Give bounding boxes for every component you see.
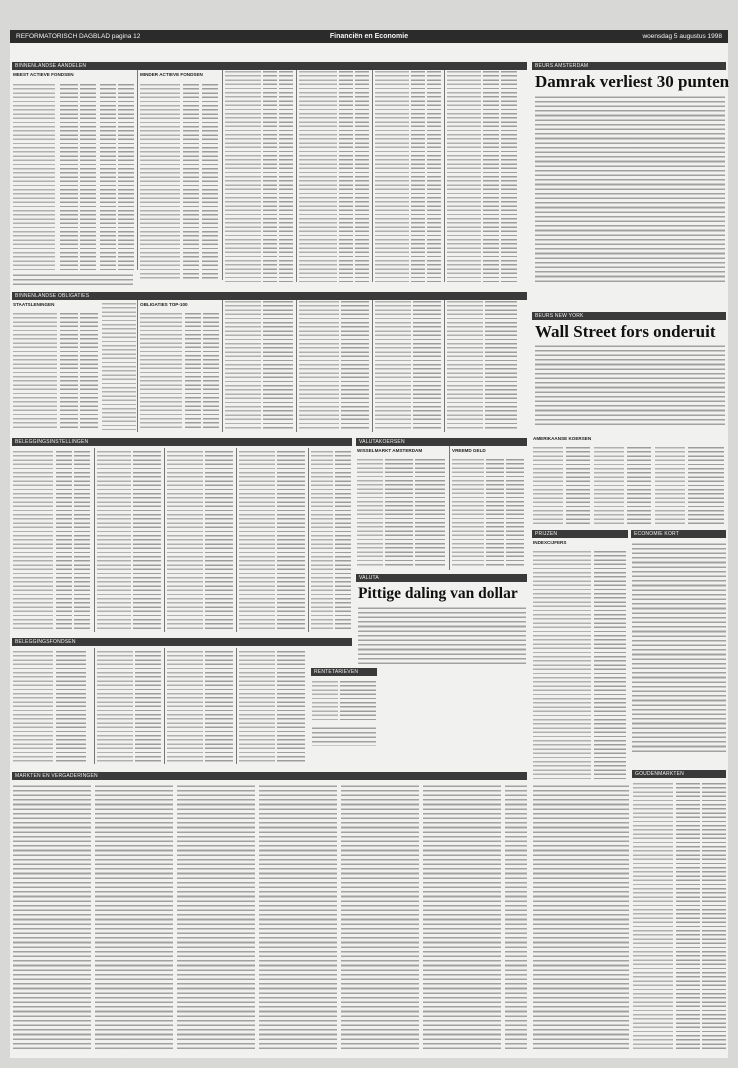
table-column-values <box>263 300 293 430</box>
table-column-values <box>335 450 351 630</box>
section-beleggingsfondsen: BELEGGINGSFONDSEN <box>12 638 352 646</box>
table-column-values <box>118 83 134 270</box>
article-headline-wallstreet: Wall Street fors onderuit <box>535 322 716 341</box>
table-column-values <box>340 680 376 720</box>
article-column <box>423 784 501 1052</box>
table-column-values <box>263 70 277 282</box>
subhead-amerikaanse-koersen: AMERIKAANSE KOERSEN <box>533 436 592 441</box>
table-column-names <box>239 450 275 630</box>
table-column-names <box>97 650 133 762</box>
table-column-values <box>566 446 590 524</box>
article-column <box>95 784 173 1052</box>
table-column-values <box>413 300 441 430</box>
table-column-names <box>533 446 563 524</box>
subhead-wisselmarkt: WISSELMARKT AMSTERDAM <box>357 448 423 453</box>
section-valutakoersen: VALUTAKOERSEN <box>356 438 527 446</box>
header-section-title: Financiën en Economie <box>329 33 409 40</box>
table-column-values <box>688 446 724 524</box>
page-header <box>10 30 728 43</box>
subhead-minder-actieve: MINDER ACTIEVE FONDSEN <box>140 72 203 77</box>
section-markten-vergaderingen: MARKTEN EN VERGADERINGEN <box>12 772 527 780</box>
table-column-values <box>506 458 524 568</box>
table-column-values <box>702 782 726 1052</box>
table-column-values <box>80 83 96 270</box>
article-column <box>13 784 91 1052</box>
section-economie-kort: ECONOMIE KORT <box>631 530 726 538</box>
section-goudenmarkten: GOUDENMARKTEN <box>632 770 726 778</box>
table-column-names <box>311 450 333 630</box>
table-column-values <box>341 300 369 430</box>
subhead-vreemd-geld: VREEMD GELD <box>452 448 486 453</box>
subhead-meest-actieve: MEEST ACTIEVE FONDSEN <box>13 72 74 77</box>
table-column-names <box>452 458 484 568</box>
table-column-values <box>133 450 161 630</box>
table-column-names <box>633 782 673 1052</box>
article-column <box>505 784 527 1052</box>
article-headline-damrak: Damrak verliest 30 punten <box>535 72 730 91</box>
table-column-values <box>80 312 98 430</box>
table-column-names <box>97 450 131 630</box>
subhead-obligaties-top: OBLIGATIES TOP-100 <box>140 302 188 307</box>
article-column <box>341 784 419 1052</box>
table-column-names <box>375 70 409 282</box>
table-column-values <box>60 312 78 430</box>
article-body-damrak <box>535 95 725 285</box>
subhead-indexcijfers: INDEXCIJFERS <box>533 540 567 545</box>
table-column-names <box>225 300 261 430</box>
header-left: REFORMATORISCH DAGBLAD pagina 12 <box>16 33 141 40</box>
article-body-wallstreet <box>535 344 725 426</box>
table-column-names <box>102 302 136 430</box>
article-column <box>177 784 255 1052</box>
article-body-dollar <box>358 606 526 664</box>
article-column <box>259 784 337 1052</box>
table-column-values <box>485 300 517 430</box>
table-column-values <box>594 550 626 780</box>
footnote-block <box>13 273 133 285</box>
table-column-values <box>202 83 218 279</box>
table-column-names <box>13 83 55 270</box>
table-column-values <box>277 450 305 630</box>
subhead-staatsleningen: STAATSLENINGEN <box>13 302 55 307</box>
table-column-values <box>56 450 72 630</box>
article-headline-dollar: Pittige daling van dollar <box>358 585 518 602</box>
header-date: woensdag 5 augustus 1998 <box>642 33 722 40</box>
article-body-economie-kort <box>632 542 726 752</box>
table-column-names <box>533 550 591 780</box>
section-rentetarieven: RENTETARIEVEN <box>311 668 377 676</box>
table-column-values <box>74 450 90 630</box>
table-column-names <box>140 83 180 279</box>
table-column-names <box>375 300 411 430</box>
table-column-values <box>486 458 504 568</box>
article-column <box>533 784 629 1052</box>
table-column-values <box>60 83 78 270</box>
table-column-names <box>594 446 624 524</box>
table-column-names <box>312 680 338 720</box>
table-column-values <box>411 70 425 282</box>
table-column-names <box>299 300 339 430</box>
table-column-names <box>447 70 481 282</box>
table-column-values <box>277 650 305 762</box>
section-beurs-new-york: BEURS NEW YORK <box>532 312 726 320</box>
table-column-values <box>205 450 233 630</box>
table-column-values <box>185 312 201 430</box>
table-column-names <box>655 446 685 524</box>
table-column-values <box>183 83 199 279</box>
table-column-names <box>225 70 261 282</box>
table-column-values <box>205 650 233 762</box>
table-column-names <box>13 312 57 430</box>
section-valuta: VALUTA <box>356 574 527 582</box>
table-column-values <box>339 70 353 282</box>
table-column-values <box>385 458 413 568</box>
table-column-values <box>415 458 445 568</box>
table-column-values <box>203 312 219 430</box>
table-column-names <box>13 450 53 630</box>
info-block <box>312 726 376 746</box>
table-column-names <box>299 70 337 282</box>
table-column-values <box>501 70 517 282</box>
table-column-names <box>167 450 203 630</box>
section-binnenlandse-aandelen: BINNENLANDSE AANDELEN <box>12 62 527 70</box>
table-column-values <box>279 70 293 282</box>
table-column-names <box>447 300 483 430</box>
table-column-values <box>627 446 651 524</box>
table-column-values <box>483 70 499 282</box>
table-column-values <box>355 70 369 282</box>
table-column-names <box>239 650 275 762</box>
table-column-names <box>13 650 53 762</box>
section-beleggingsinstellingen: BELEGGINGSINSTELLINGEN <box>12 438 352 446</box>
table-column-names <box>140 312 182 430</box>
section-beurs-amsterdam: BEURS AMSTERDAM <box>532 62 726 70</box>
table-column-names <box>167 650 203 762</box>
table-column-values <box>135 650 161 762</box>
table-column-names <box>357 458 383 568</box>
table-column-values <box>100 83 116 270</box>
section-prijzen: PRIJZEN <box>532 530 628 538</box>
table-column-values <box>676 782 700 1052</box>
table-column-values <box>427 70 441 282</box>
section-binnenlandse-obligaties: BINNENLANDSE OBLIGATIES <box>12 292 527 300</box>
table-column-values <box>56 650 86 762</box>
